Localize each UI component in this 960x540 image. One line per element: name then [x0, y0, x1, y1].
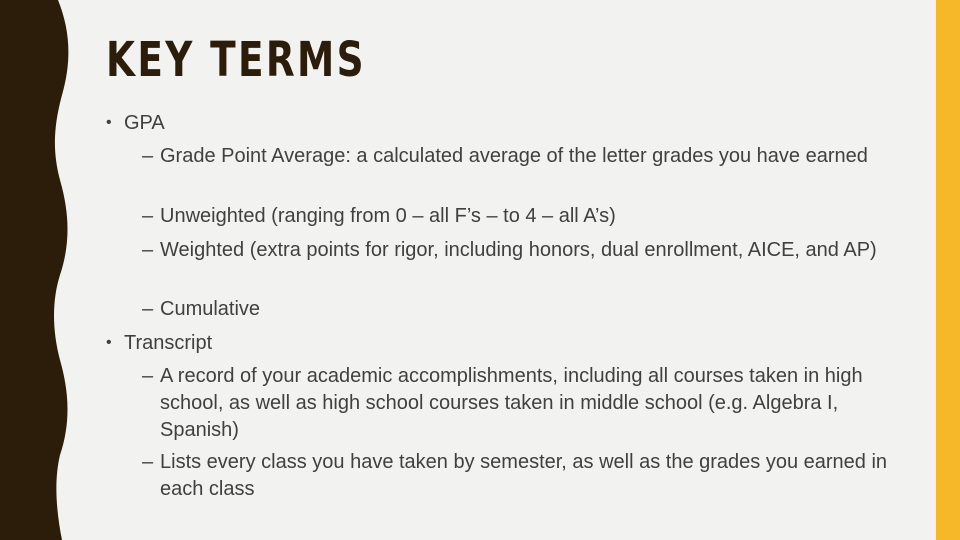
sub-item-text: Weighted (extra points for rigor, including honors, dual enrollment, AICE, and AP) — [160, 239, 877, 261]
dash-icon: – — [142, 205, 154, 227]
sub-item — [142, 203, 897, 230]
right-accent-bar — [936, 0, 960, 540]
sub-item — [142, 449, 897, 503]
dash-icon: – — [142, 145, 154, 167]
sub-item-text: Cumulative — [160, 298, 261, 320]
dash-icon: – — [142, 365, 154, 387]
dash-icon: – — [142, 451, 154, 473]
sub-item — [142, 296, 897, 323]
sub-item-text: A record of your academic accomplishments, including all courses taken in high school, as well as high school courses taken in middle school (e.g. Algebra I, Spanish) — [160, 365, 863, 441]
bullet-text: GPA — [124, 112, 165, 134]
sub-item — [142, 363, 897, 444]
bullet-text: Transcript — [124, 332, 213, 354]
dash-icon: – — [142, 239, 154, 261]
bullet-icon: • — [106, 114, 112, 131]
sub-item — [142, 237, 897, 264]
sub-item-text: Unweighted (ranging from 0 – all F’s – to 4 – all A’s) — [160, 205, 616, 227]
sub-item-text: Lists every class you have taken by semester, as well as the grades you earned in each class — [160, 451, 888, 500]
sub-item-text: Grade Point Average: a calculated average of the letter grades you have earned — [160, 145, 868, 167]
dash-icon: – — [142, 298, 154, 320]
left-border-decoration — [0, 0, 80, 540]
sub-item — [142, 143, 897, 170]
bullet-icon: • — [106, 334, 112, 351]
slide-title: KEY TERMS — [106, 32, 366, 88]
